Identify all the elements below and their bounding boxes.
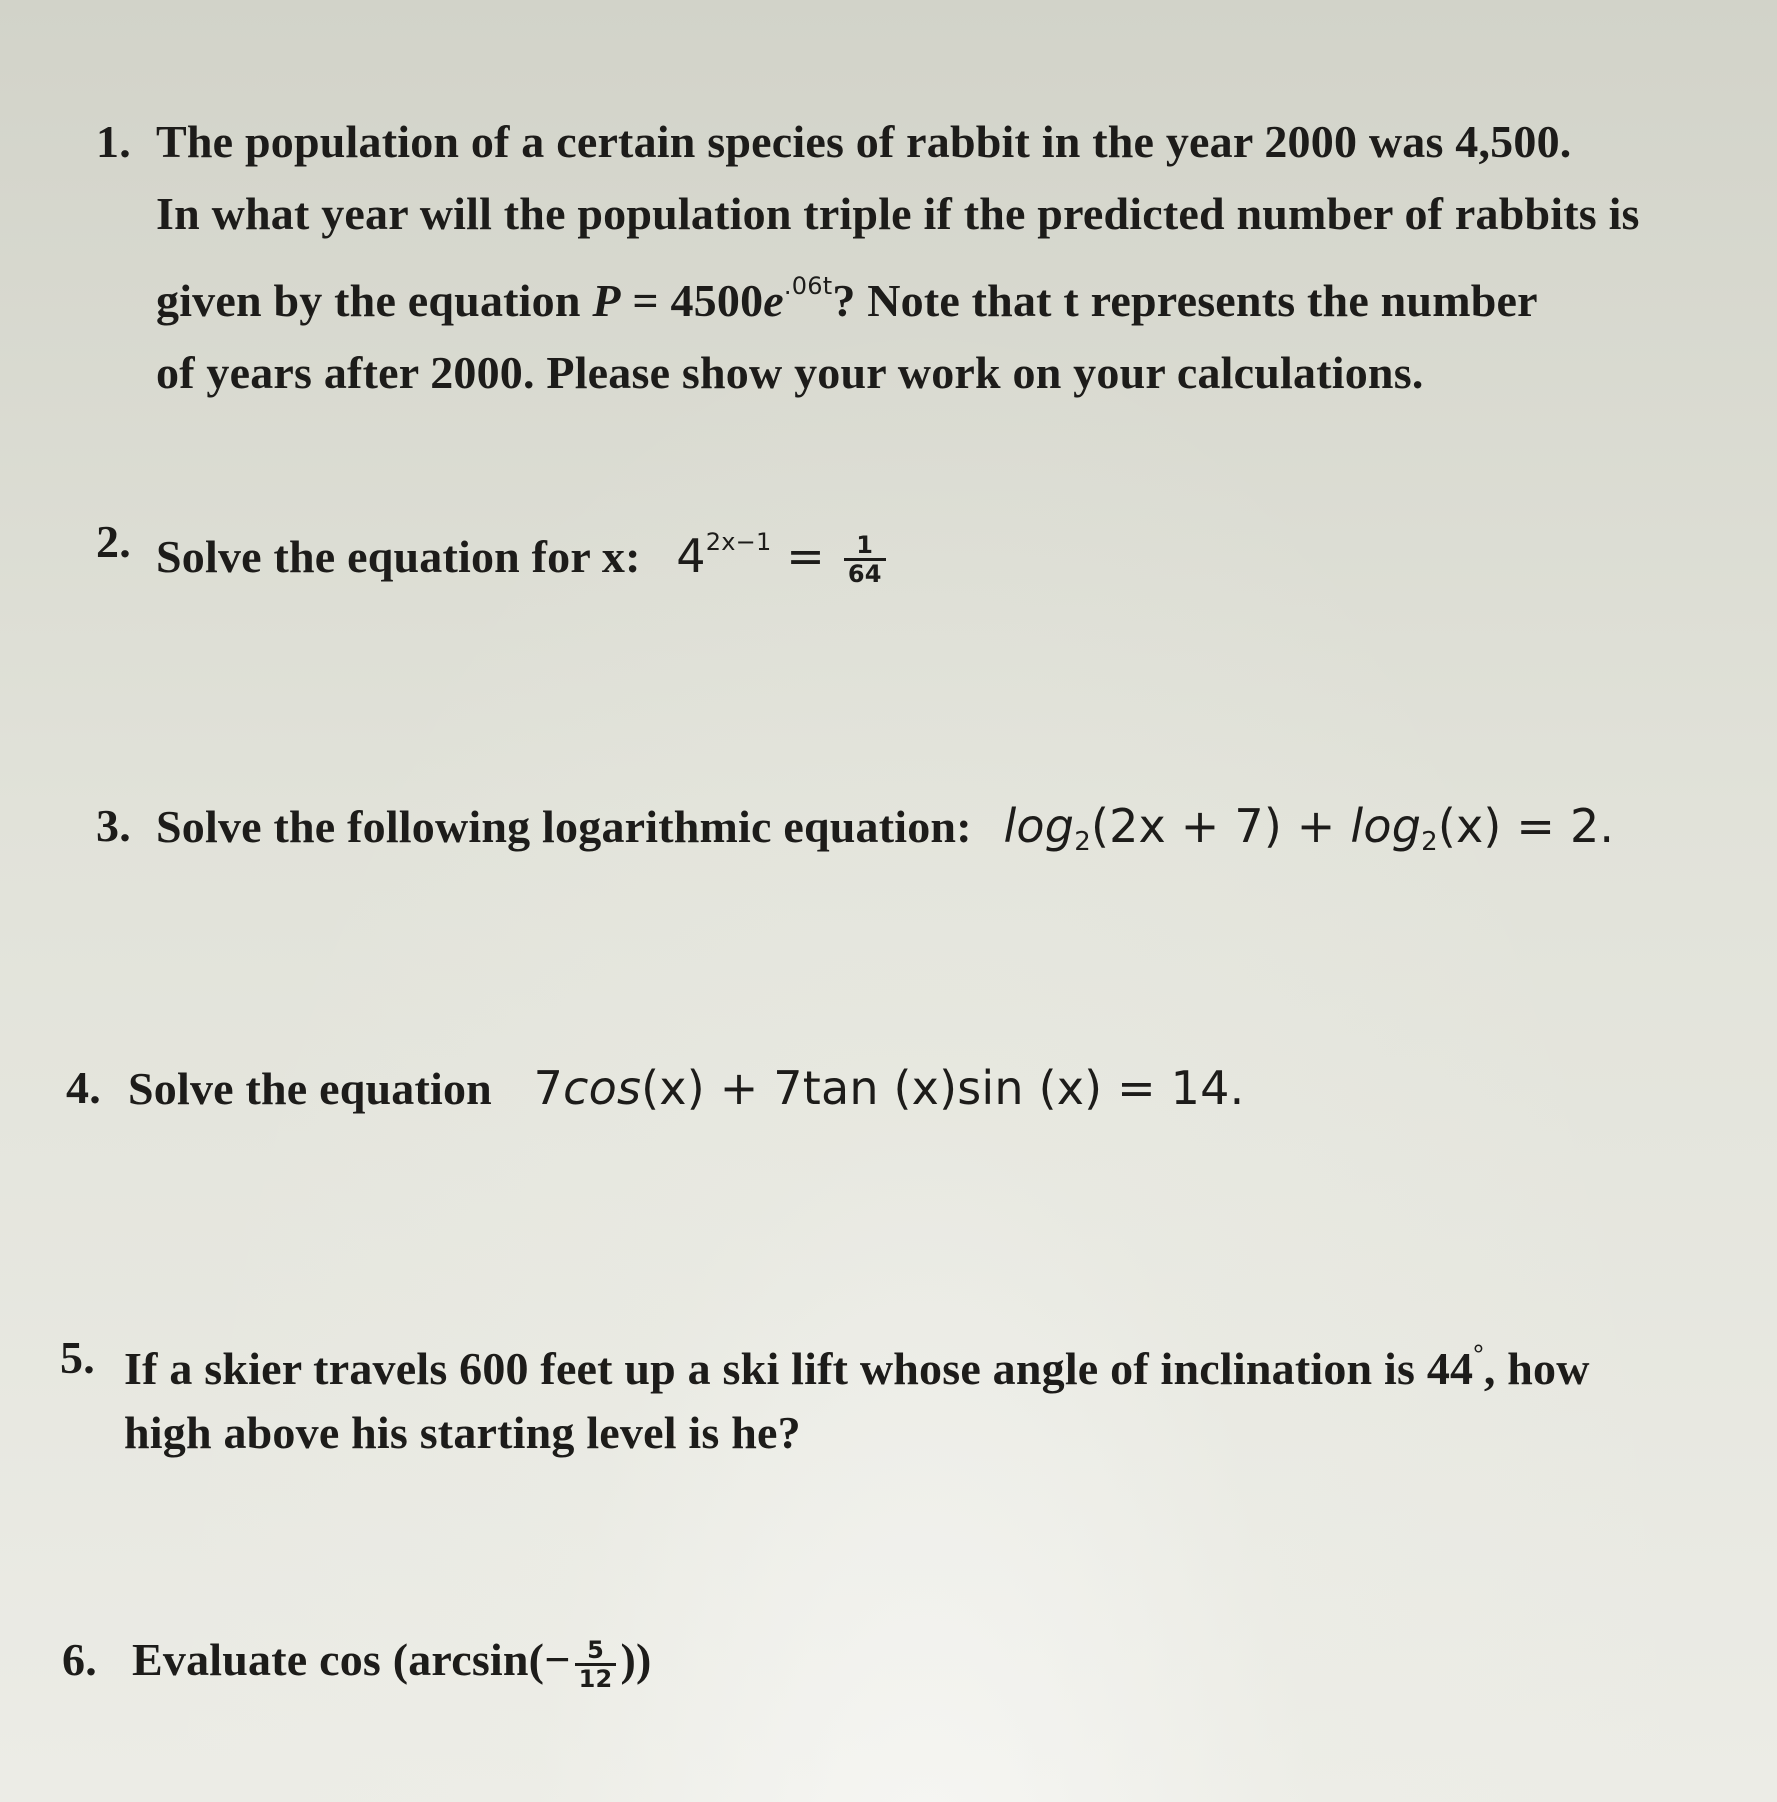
- question-2-text: Solve the equation for x:: [156, 531, 641, 582]
- equals-sign: =: [786, 529, 825, 583]
- fraction-numerator: 5: [575, 1637, 617, 1666]
- log-1-base: 2: [1074, 827, 1091, 857]
- question-1-line-2: In what year will the population triple if the predicted number of rabbits is: [156, 188, 1640, 239]
- question-1: [96, 106, 1736, 409]
- degree-symbol: °: [1473, 1339, 1484, 1368]
- question-1-line-3-post: ? Note that t represents the number: [832, 275, 1538, 326]
- question-2-number: 2.: [96, 516, 131, 567]
- equation-exponent: .06t: [783, 272, 833, 300]
- question-1-number: 1.: [96, 116, 131, 167]
- question-2-equation: [676, 528, 889, 588]
- cos-function: cos: [563, 1061, 642, 1115]
- question-4: [66, 1052, 1666, 1125]
- log-equation: [1003, 799, 1615, 857]
- closing-parentheses: )): [620, 1634, 652, 1685]
- power-exponent: 2x−1: [705, 528, 772, 556]
- log-2-base: 2: [1421, 827, 1438, 857]
- question-5-line-1-pre: If a skier travels 600 feet up a ski lift whose angle of inclination is 44: [124, 1343, 1474, 1394]
- power-base: 4: [676, 529, 706, 583]
- equation-base-e: e: [763, 275, 784, 326]
- question-5: [60, 1322, 1720, 1465]
- equation-variable-p: P: [592, 275, 621, 326]
- log-1: log: [1003, 799, 1075, 853]
- question-5-line-1-post: , how: [1483, 1343, 1590, 1394]
- trig-coefficient: 7: [533, 1061, 564, 1115]
- trig-rest: (x) + 7tan (x)sin (x) = 14.: [641, 1061, 1245, 1115]
- question-3: [96, 790, 1696, 878]
- trig-equation: [534, 1061, 1245, 1115]
- question-3-text: Solve the following logarithmic equation:: [156, 801, 972, 852]
- question-1-line-1: The population of a certain species of rabbit in the year 2000 was 4,500.: [156, 116, 1572, 167]
- question-4-text: Solve the equation: [128, 1063, 492, 1114]
- question-6-text: Evaluate cos (arcsin(−: [132, 1634, 571, 1685]
- fraction-denominator: 12: [578, 1664, 613, 1693]
- log-1-argument: (2x + 7) +: [1090, 799, 1351, 853]
- question-6: [62, 1624, 1262, 1696]
- fraction-numerator: 1: [844, 532, 886, 561]
- fraction-five-over-twelve: [575, 1637, 617, 1692]
- fraction-one-over-64: [844, 532, 886, 587]
- fraction-denominator: 64: [847, 560, 882, 588]
- question-4-number: 4.: [66, 1062, 101, 1113]
- log-2-argument: (x) = 2.: [1437, 799, 1615, 853]
- question-5-line-1: [124, 1322, 1720, 1401]
- question-5-line-2: high above his starting level is he?: [124, 1407, 801, 1458]
- log-2: log: [1350, 799, 1422, 853]
- question-5-number: 5.: [60, 1332, 95, 1383]
- question-1-line-4: of years after 2000. Please show your work on your calculations.: [156, 347, 1424, 398]
- question-1-line-3-pre: given by the equation: [156, 275, 593, 326]
- equation-constant: = 4500: [620, 275, 764, 326]
- question-3-number: 3.: [96, 800, 131, 851]
- question-6-number: 6.: [62, 1634, 97, 1685]
- question-2: [96, 506, 1596, 593]
- question-1-line-3: [156, 250, 1736, 337]
